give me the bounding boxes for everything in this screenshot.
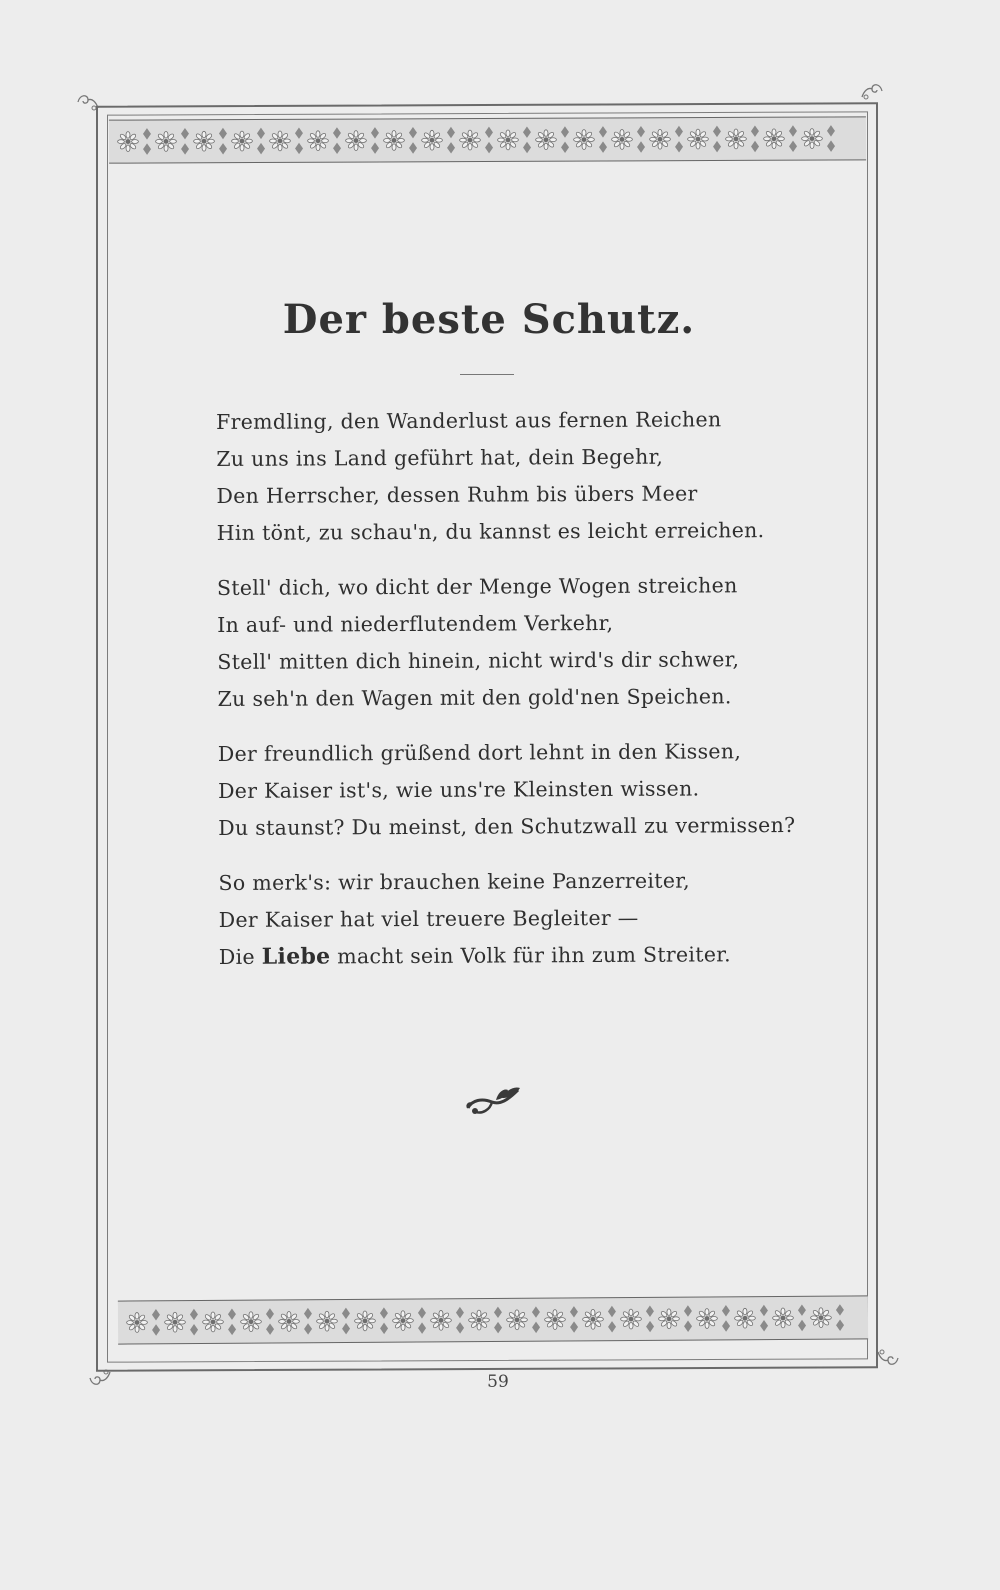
- poem-line: Der freundlich grüßend dort lehnt in den Kissen,: [217, 739, 742, 766]
- rosette-ornament: [346, 127, 380, 154]
- rosette-ornament: [118, 128, 152, 155]
- poem-body: [216, 401, 796, 994]
- rosette-ornament: [735, 1305, 769, 1332]
- stanza-1: [216, 401, 777, 552]
- poem-line: Du staunst? Du meinst, den Schutzwall zu vermissen?: [218, 812, 796, 840]
- rosette-ornament: [317, 1308, 351, 1335]
- rosette-ornament: [726, 125, 760, 152]
- rosette-ornament: [650, 126, 684, 153]
- poem-title: Der beste Schutz.: [282, 296, 696, 343]
- stanza-3: [217, 733, 796, 847]
- poem-line: Stell' mitten dich hinein, nicht wird's dir schwer,: [217, 647, 740, 674]
- top-ornament-band: [109, 116, 866, 163]
- rosette-ornament: [241, 1308, 275, 1335]
- rosette-ornament: [156, 128, 190, 155]
- poem-line: Stell' dich, wo dicht der Menge Wogen streichen: [216, 573, 738, 600]
- rosette-ornament: [772, 1304, 806, 1331]
- poem-line: Zu seh'n den Wagen mit den gold'nen Speichen.: [217, 684, 732, 711]
- rosette-ornament: [203, 1308, 237, 1335]
- rosette-ornament: [659, 1305, 693, 1332]
- rosette-ornament: [545, 1306, 579, 1333]
- rosette-ornament: [308, 127, 342, 154]
- rosette-ornament: [688, 126, 722, 153]
- line-text: macht sein Volk für ihn zum Streiter.: [330, 942, 731, 969]
- poem-line-last: [219, 936, 779, 976]
- rosette-ornament: [232, 128, 266, 155]
- poem-line: Zu uns ins Land geführt hat, dein Begehr,: [216, 444, 664, 471]
- rosette-ornament: [279, 1308, 313, 1335]
- rosette-ornament: [460, 127, 494, 154]
- rosette-ornament: [612, 126, 646, 153]
- rosette-ornament: [270, 127, 304, 154]
- rosette-ornament: [536, 126, 570, 153]
- poem-line: Fremdling, den Wanderlust aus fernen Reichen: [216, 407, 722, 434]
- rosette-ornament: [498, 126, 532, 153]
- corner-flourish-icon: [858, 77, 886, 105]
- fleuron-icon: [462, 1078, 526, 1120]
- title-rule: [460, 374, 514, 375]
- line-text: Die: [218, 944, 262, 969]
- corner-flourish-icon: [874, 1344, 902, 1372]
- rosette-ornament: [194, 128, 228, 155]
- stanza-2: [217, 567, 778, 718]
- rosette-ornament: [574, 126, 608, 153]
- rosette-ornament: [355, 1307, 389, 1334]
- rosette-ornament: [469, 1307, 503, 1334]
- poem-line: Der Kaiser ist's, wie uns're Kleinsten wissen.: [217, 776, 700, 803]
- poem-line: Den Herrscher, dessen Ruhm bis übers Meer: [216, 481, 698, 508]
- poem-line: Hin tönt, zu schau'n, du kannst es leicht erreichen.: [216, 518, 765, 545]
- rosette-ornament: [621, 1306, 655, 1333]
- rosette-ornament: [127, 1309, 161, 1336]
- bottom-ornament-band: [118, 1295, 868, 1344]
- rosette-ornament: [583, 1306, 617, 1333]
- rosette-ornament: [422, 127, 456, 154]
- rosette-ornament: [697, 1305, 731, 1332]
- rosette-ornament: [431, 1307, 465, 1334]
- rosette-ornament: [764, 125, 798, 152]
- rosette-ornament: [507, 1306, 541, 1333]
- poem-line: In auf- und niederflutendem Verkehr,: [217, 610, 614, 637]
- rosette-ornament: [384, 127, 418, 154]
- poem-line: So merk's: wir brauchen keine Panzerreiter,: [218, 868, 690, 895]
- emphasis-word: Liebe: [261, 943, 331, 970]
- poem-line: Der Kaiser hat viel treuere Begleiter —: [218, 905, 639, 932]
- rosette-ornament: [393, 1307, 427, 1334]
- rosette-ornament: [165, 1309, 199, 1336]
- rosette-ornament: [810, 1304, 844, 1331]
- page-number: 59: [487, 1372, 509, 1392]
- stanza-4: [218, 862, 779, 976]
- rosette-ornament: [802, 125, 836, 152]
